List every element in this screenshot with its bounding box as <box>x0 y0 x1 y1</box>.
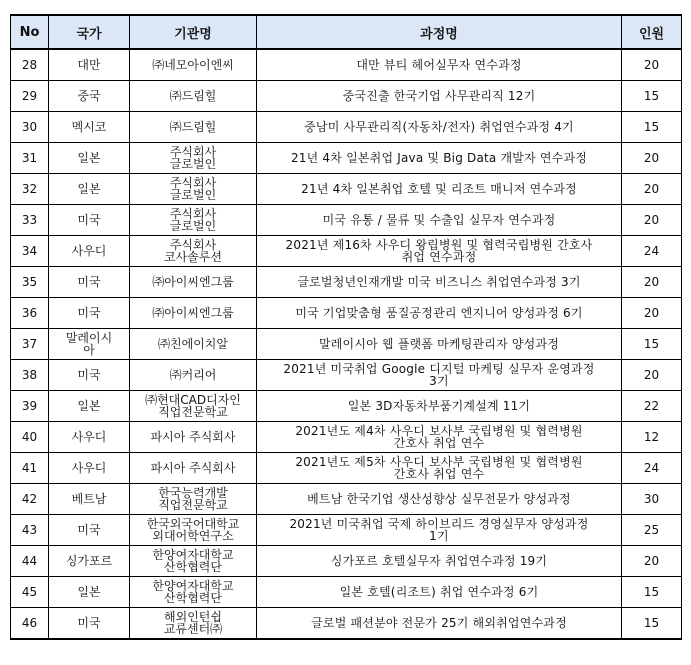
row-country: 미국 <box>49 360 130 391</box>
row-course: 미국 유통 / 물류 및 수출입 실무자 연수과정 <box>257 205 622 236</box>
row-count: 20 <box>622 205 682 236</box>
row-number: 28 <box>11 49 49 81</box>
course-table <box>10 14 682 640</box>
row-count: 15 <box>622 608 682 640</box>
row-count: 30 <box>622 484 682 515</box>
table-row <box>11 174 682 205</box>
row-count: 20 <box>622 546 682 577</box>
table-row <box>11 360 682 391</box>
row-number: 45 <box>11 577 49 608</box>
table-row <box>11 422 682 453</box>
row-country: 사우디 <box>49 422 130 453</box>
row-course: 말레이시아 웹 플랫폼 마케팅관리자 양성과정 <box>257 329 622 360</box>
row-course: 베트남 한국기업 생산성향상 실무전문가 양성과정 <box>257 484 622 515</box>
row-course: 싱가포르 호텔실무자 취업연수과정 19기 <box>257 546 622 577</box>
row-course: 21년 4차 일본취업 Java 및 Big Data 개발자 연수과정 <box>257 143 622 174</box>
row-country: 일본 <box>49 577 130 608</box>
table-row <box>11 49 682 81</box>
row-course: 21년 4차 일본취업 호텔 및 리조트 매니저 연수과정 <box>257 174 622 205</box>
row-institution: 한양여자대학교 산학협력단 <box>130 577 257 608</box>
row-country: 사우디 <box>49 453 130 484</box>
row-institution: 한국외국어대학교 외대어학연구소 <box>130 515 257 546</box>
row-count: 20 <box>622 298 682 329</box>
row-country: 미국 <box>49 205 130 236</box>
table-row <box>11 267 682 298</box>
row-number: 41 <box>11 453 49 484</box>
row-country: 일본 <box>49 143 130 174</box>
header-course: 과정명 <box>257 15 622 49</box>
row-institution: 파시아 주식회사 <box>130 422 257 453</box>
row-count: 20 <box>622 360 682 391</box>
row-count: 24 <box>622 236 682 267</box>
table-row <box>11 205 682 236</box>
row-course: 일본 3D자동차부품기계설계 11기 <box>257 391 622 422</box>
row-count: 20 <box>622 143 682 174</box>
row-number: 37 <box>11 329 49 360</box>
row-number: 39 <box>11 391 49 422</box>
row-country: 베트남 <box>49 484 130 515</box>
row-institution: 주식회사 글로벌인 <box>130 205 257 236</box>
row-number: 44 <box>11 546 49 577</box>
table-row <box>11 81 682 112</box>
row-number: 29 <box>11 81 49 112</box>
row-number: 46 <box>11 608 49 640</box>
row-course: 글로벌청년인재개발 미국 비즈니스 취업연수과정 3기 <box>257 267 622 298</box>
row-count: 20 <box>622 267 682 298</box>
row-number: 38 <box>11 360 49 391</box>
table-row <box>11 112 682 143</box>
row-course: 2021년 제16차 사우디 왕립병원 및 협력국립병원 간호사 취업 연수과정 <box>257 236 622 267</box>
table-row <box>11 484 682 515</box>
row-institution: ㈜커리어 <box>130 360 257 391</box>
row-number: 30 <box>11 112 49 143</box>
table-row <box>11 515 682 546</box>
row-number: 42 <box>11 484 49 515</box>
table-row <box>11 298 682 329</box>
row-count: 15 <box>622 577 682 608</box>
row-institution: ㈜아이씨엔그룹 <box>130 267 257 298</box>
header-row <box>11 15 682 49</box>
row-institution: 주식회사 글로벌인 <box>130 143 257 174</box>
row-country: 중국 <box>49 81 130 112</box>
row-course: 일본 호텔(리조트) 취업 연수과정 6기 <box>257 577 622 608</box>
row-course: 대만 뷰티 헤어실무자 연수과정 <box>257 49 622 81</box>
row-institution: ㈜드림힐 <box>130 81 257 112</box>
row-institution: 한국능력개발 직업전문학교 <box>130 484 257 515</box>
header-no: No <box>11 15 49 49</box>
row-count: 15 <box>622 329 682 360</box>
row-country: 멕시코 <box>49 112 130 143</box>
table-row <box>11 236 682 267</box>
row-course: 2021년 미국취업 국제 하이브리드 경영실무자 양성과정 1기 <box>257 515 622 546</box>
row-country: 미국 <box>49 267 130 298</box>
row-institution: 해외인턴쉽 교류센터㈜ <box>130 608 257 640</box>
row-institution: ㈜현대CAD디자인 직업전문학교 <box>130 391 257 422</box>
row-institution: 주식회사 글로벌인 <box>130 174 257 205</box>
row-course: 2021년도 제4차 사우디 보사부 국립병원 및 협력병원 간호사 취업 연수 <box>257 422 622 453</box>
row-number: 34 <box>11 236 49 267</box>
header-country: 국가 <box>49 15 130 49</box>
table-row <box>11 453 682 484</box>
row-country: 사우디 <box>49 236 130 267</box>
row-count: 20 <box>622 49 682 81</box>
row-number: 33 <box>11 205 49 236</box>
row-institution: ㈜아이씨엔그룹 <box>130 298 257 329</box>
table-row <box>11 608 682 640</box>
row-course: 글로벌 패션분야 전문가 25기 해외취업연수과정 <box>257 608 622 640</box>
row-number: 31 <box>11 143 49 174</box>
row-count: 12 <box>622 422 682 453</box>
row-count: 15 <box>622 81 682 112</box>
row-institution: 파시아 주식회사 <box>130 453 257 484</box>
row-institution: 주식회사 코사솔루션 <box>130 236 257 267</box>
row-country: 말레이시 아 <box>49 329 130 360</box>
row-course: 2021년도 제5차 사우디 보사부 국립병원 및 협력병원 간호사 취업 연수 <box>257 453 622 484</box>
header-count: 인원 <box>622 15 682 49</box>
table-row <box>11 546 682 577</box>
row-course: 중국진출 한국기업 사무관리직 12기 <box>257 81 622 112</box>
row-number: 36 <box>11 298 49 329</box>
row-count: 20 <box>622 174 682 205</box>
table-row <box>11 577 682 608</box>
row-institution: ㈜네모아이엔씨 <box>130 49 257 81</box>
row-country: 싱가포르 <box>49 546 130 577</box>
table-row <box>11 391 682 422</box>
row-country: 미국 <box>49 608 130 640</box>
row-country: 미국 <box>49 515 130 546</box>
row-institution: ㈜드림힐 <box>130 112 257 143</box>
header-institution: 기관명 <box>130 15 257 49</box>
table-row <box>11 143 682 174</box>
row-count: 25 <box>622 515 682 546</box>
row-country: 일본 <box>49 391 130 422</box>
row-number: 35 <box>11 267 49 298</box>
table-row <box>11 329 682 360</box>
row-country: 대만 <box>49 49 130 81</box>
row-count: 24 <box>622 453 682 484</box>
row-number: 32 <box>11 174 49 205</box>
row-institution: ㈜친에이치알 <box>130 329 257 360</box>
row-country: 일본 <box>49 174 130 205</box>
row-number: 40 <box>11 422 49 453</box>
row-country: 미국 <box>49 298 130 329</box>
row-course: 중남미 사무관리직(자동차/전자) 취업연수과정 4기 <box>257 112 622 143</box>
row-institution: 한양여자대학교 산학협력단 <box>130 546 257 577</box>
row-course: 2021년 미국취업 Google 디지털 마케팅 실무자 운영과정 3기 <box>257 360 622 391</box>
row-count: 15 <box>622 112 682 143</box>
row-number: 43 <box>11 515 49 546</box>
row-count: 22 <box>622 391 682 422</box>
row-course: 미국 기업맞춤형 품질공정관리 엔지니어 양성과정 6기 <box>257 298 622 329</box>
